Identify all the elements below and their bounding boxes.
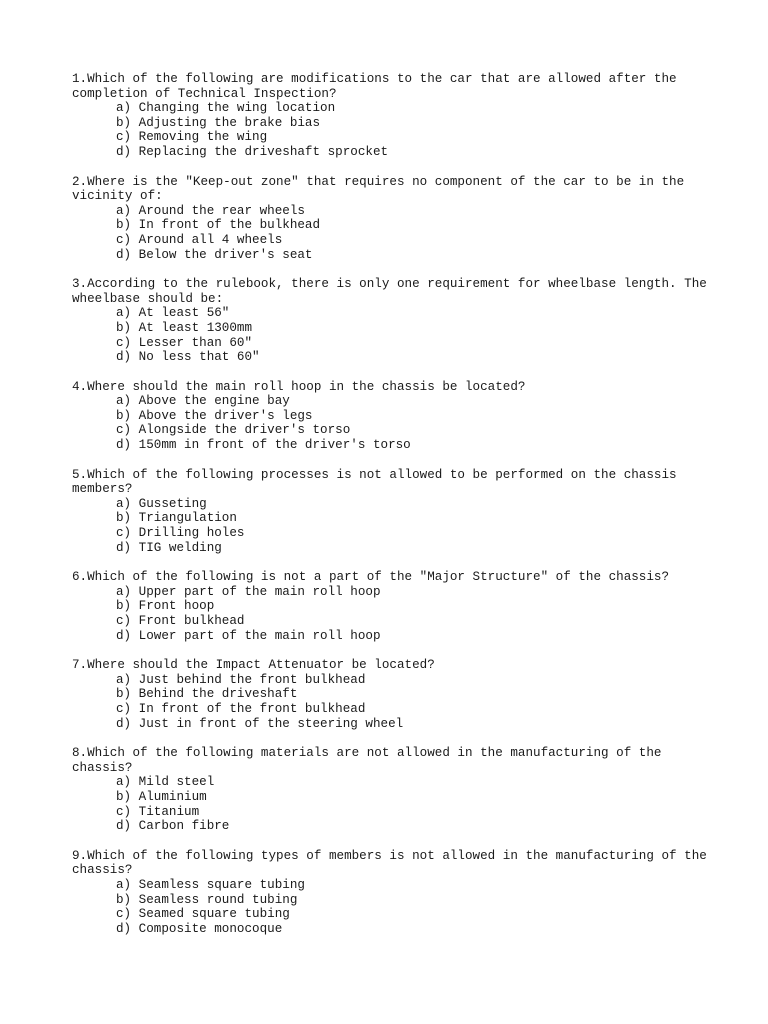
option-c: c) Seamed square tubing — [116, 907, 290, 922]
question-5 — [72, 468, 712, 556]
option-b: b) At least 1300mm — [116, 320, 253, 335]
option-c: c) Drilling holes — [116, 526, 245, 541]
question-text: 2.Where is the "Keep-out zone" that requires no component of the car to be in the vicinity of: — [72, 174, 692, 204]
question-6 — [72, 570, 712, 643]
question-7 — [72, 658, 712, 731]
question-text: 4.Where should the main roll hoop in the chassis be located? — [72, 379, 526, 394]
option-b: b) Adjusting the brake bias — [116, 115, 321, 130]
option-list — [72, 394, 712, 452]
option-a: a) Gusseting — [116, 496, 207, 511]
question-9 — [72, 848, 715, 937]
document-page — [72, 72, 715, 951]
option-list — [72, 204, 712, 262]
option-a: a) Above the engine bay — [116, 394, 290, 409]
question-1 — [72, 72, 712, 160]
option-list — [72, 497, 712, 555]
option-a: a) Upper part of the main roll hoop — [116, 584, 381, 599]
option-c: c) Removing the wing — [116, 130, 268, 145]
option-a: a) Just behind the front bulkhead — [116, 672, 366, 687]
question-text: 7.Where should the Impact Attenuator be located? — [72, 658, 435, 673]
option-a: a) Mild steel — [116, 775, 215, 790]
option-list — [72, 775, 712, 833]
option-d: d) Lower part of the main roll hoop — [116, 628, 381, 643]
option-c: c) Around all 4 wheels — [116, 232, 283, 247]
option-d: d) Replacing the driveshaft sprocket — [116, 144, 389, 159]
option-c: c) Front bulkhead — [116, 614, 245, 628]
option-b: b) Behind the driveshaft — [116, 687, 298, 702]
option-list — [72, 306, 712, 364]
question-2 — [72, 175, 712, 263]
option-list — [72, 878, 712, 936]
question-4 — [72, 380, 712, 453]
option-b: b) In front of the bulkhead — [116, 218, 321, 233]
option-d: d) Just in front of the steering wheel — [116, 716, 404, 731]
question-text: 9.Which of the following types of members is not allowed in the manufacturing of the chassis? — [72, 848, 715, 878]
question-8 — [72, 746, 712, 834]
question-text: 8.Which of the following materials are not allowed in the manufacturing of the chassis? — [72, 746, 670, 775]
option-a: a) Changing the wing location — [116, 101, 336, 116]
option-c: c) Alongside the driver's torso — [116, 423, 351, 438]
question-text: 1.Which of the following are modifications to the car that are allowed after the completion of Technical Inspection? — [72, 72, 685, 101]
option-b: b) Seamless round tubing — [116, 892, 298, 907]
option-d: d) Carbon fibre — [116, 819, 230, 834]
option-c: c) Lesser than 60" — [116, 335, 253, 350]
option-d: d) 150mm in front of the driver's torso — [116, 438, 411, 453]
option-list — [72, 673, 712, 731]
option-a: a) Seamless square tubing — [116, 877, 305, 892]
option-c: c) Titanium — [116, 804, 200, 819]
option-b: b) Above the driver's legs — [116, 408, 313, 423]
option-d: d) TIG welding — [116, 540, 222, 555]
option-a: a) Around the rear wheels — [116, 203, 305, 218]
option-a: a) At least 56" — [116, 306, 230, 321]
question-text: 6.Which of the following is not a part of the "Major Structure" of the chassis? — [72, 570, 670, 585]
option-d: d) Composite monocoque — [116, 921, 283, 936]
option-b: b) Aluminium — [116, 789, 207, 804]
question-text: 3.According to the rulebook, there is only one requirement for wheelbase length. The wheelbase should be: — [72, 277, 715, 306]
question-text: 5.Which of the following processes is not allowed to be performed on the chassis members? — [72, 467, 685, 497]
option-d: d) No less that 60" — [116, 350, 260, 365]
option-list — [72, 585, 712, 643]
option-b: b) Front hoop — [116, 599, 215, 614]
option-list — [72, 101, 712, 159]
option-b: b) Triangulation — [116, 511, 237, 526]
option-c: c) In front of the front bulkhead — [116, 701, 366, 716]
option-d: d) Below the driver's seat — [116, 247, 313, 262]
question-3 — [72, 277, 715, 365]
